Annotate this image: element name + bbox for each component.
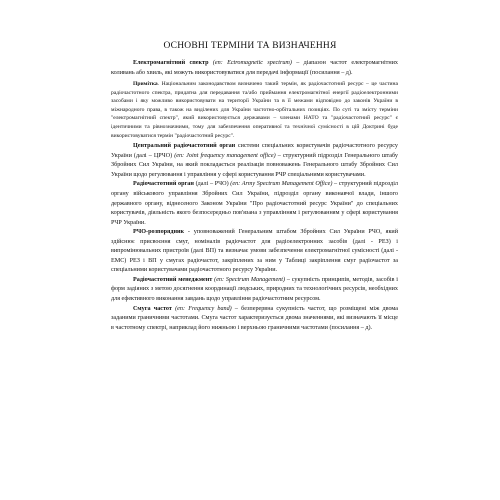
definition-text: – безперервна сукупність частот, що розміщені між двома заданими граничними частотами. Смуга частот характеризується двома значеннями, які визначають її місце в частотному спектрі, наприклад його нижньою і верхньою граничними частотами (посилання – д). [111, 305, 399, 331]
definition-text: – сукупність принципів, методів, засобів і форм задіяних з метою досягнення координації людських, природних та технологічних ресурсів, необхідних для ефективного виконання завдань щодо управління радіочастотним ресурсом. [111, 276, 398, 302]
definition-text: системи спеціальних користувачів радіочастотного ресурсу України (далі – ЦРЧО) [111, 143, 399, 159]
definition-spectrum-management [111, 276, 398, 305]
definition-text: - уповноважений Генеральним штабом Збройних Сил України РЧО, який здійснює присвоєння смуг, номіналів радіочастот для радіоелектронних засобів (далі - РЕЗ) і випромінювальних пристроїв (далі ВП) та визначає умови забезпечення електромагнітної сумісності (далі - ЕМС) РЕЗ і ВП у смугах радіочастот, закріплених за ним у Таблиці закріплення смуг радіочастот за спеціальними користувачами радіочастотного ресурсу України. [111, 229, 398, 274]
english-term: (en: Spectrum Management) [214, 276, 286, 283]
definition-central-frequency-body [111, 142, 398, 180]
document-body [111, 59, 398, 333]
note-paragraph [111, 80, 398, 140]
definition-text: – діапазон частот електромагнітних коливань або хвиль, які можуть використовуватися для передачі інформації (посилання – д). [111, 60, 398, 76]
term: Смуга частот [133, 305, 172, 312]
english-term: (en: Ectromagnetic spectrum) [212, 60, 292, 66]
definition-rcho-manager [111, 228, 398, 276]
definition-frequency-band [111, 305, 398, 334]
english-term: (en: Army Spectrum Management Office) [230, 181, 333, 188]
note-text: . Національним законодавством визначено такий термін, як радіочастотний ресурс – це частина радіочастотного спектра, придатна для передавання та/або приймання електромагнітної енергії радіоелектронними засобами і яку можливо використовувати на території України та в її межами відповідно до законів України в міжнародного права, в також на виділених для України частотно-орбітальних позиціях. По суті та змісту терміни "електромагнітний спектр", який використовується державами – членами НАТО та "радіочастотний ресурс" є ідентичними та рівнозначними, тому для забезпечення оперативної та технічної сумісності в цій Доктрині буде використовуватися термін "радіочастотний ресурс". [111, 81, 398, 139]
note-label: Примітка [133, 81, 158, 88]
definition-electromagnetic-spectrum [111, 59, 398, 78]
term: РЧО-розпорядник [133, 229, 185, 236]
term: Центральний радіочастотний орган [133, 143, 236, 150]
term: Радіочастотний орган [133, 181, 194, 188]
term: Електромагнітний спектр [133, 60, 209, 66]
document-heading: ОСНОВНІ ТЕРМІНИ ТА ВИЗНАЧЕННЯ [163, 41, 337, 51]
english-term: (en: Frequency band) [175, 305, 232, 312]
definition-text: (далі – РЧО) [193, 181, 231, 188]
definition-text-cont: – структурний підрозділ органу військового управління Збройних Сил України, підрозділ органу виконавчої влади, іншого державного органу, віднесеного Законом України "Про радіочастотний ресурс України" до спеціальних користувачів, діяльність якого безпосередньо пов'язана з управлінням і регулюванням у сфері користування РЧР України. [111, 181, 398, 226]
definition-text-cont: – структурний підрозділ Генерального штабу Збройних Сил України, на який покладається реалізація повноважень Генерального штабу Збройних Сил України щодо регулювання і управління у сфері користування РЧР спеціальними користувачами. [111, 152, 398, 178]
term: Радіочастотний менеджмент [133, 276, 213, 283]
definition-frequency-body [111, 180, 398, 228]
english-term: (en: Joint frequency management office) [174, 152, 276, 159]
